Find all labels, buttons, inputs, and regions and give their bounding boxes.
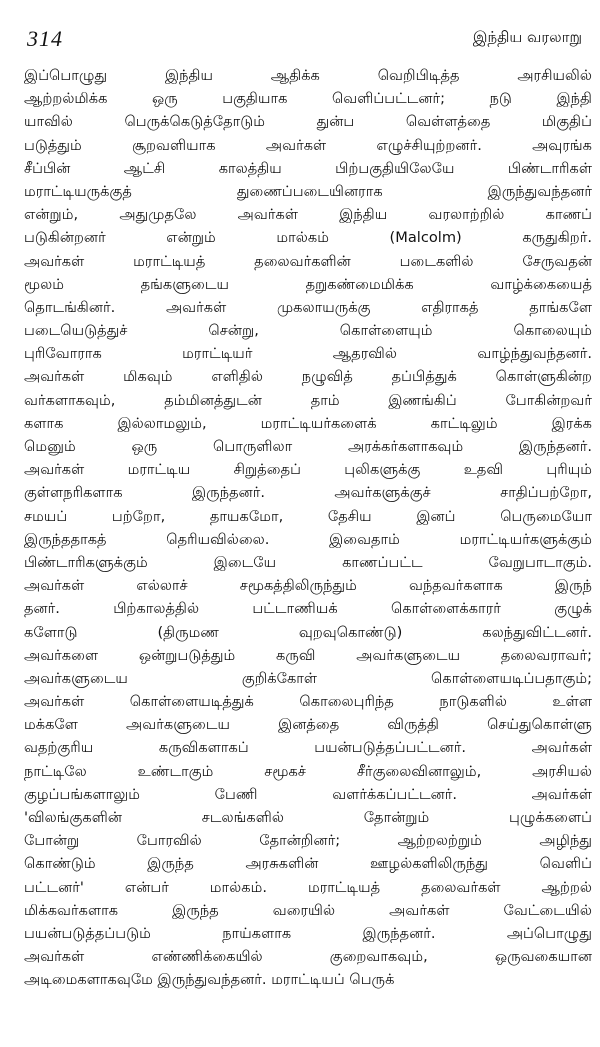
text-line: இப்பொழுது இந்திய ஆதிக்க வெறிபிடித்த அரசியலில் bbox=[24, 67, 592, 84]
page-number: 314 bbox=[27, 26, 63, 51]
text-line: போன்று போரவில் தோன்றினர்; ஆற்றலற்றும் அழிந்து bbox=[24, 832, 592, 850]
text-line: குழப்பங்களாலும் பேணி வளர்க்கப்பட்டனர். அவர்கள் bbox=[24, 785, 592, 803]
text-line: தனர். பிற்காலத்தில் பட்டாணியக் கொள்ளைக்காரர் குழுக் bbox=[24, 600, 592, 618]
text-line: களாக இல்லாமலும், மராட்டியர்களைக் காட்டிலும் இரக்க bbox=[24, 414, 592, 432]
text-line: கொண்டும் இருந்த அரசுகளின் ஊழல்களிலிருந்து வெளிப் bbox=[24, 855, 592, 873]
text-line: அடிமைகளாகவுமே இருந்துவந்தனர். மராட்டியப் பெருக் bbox=[24, 971, 395, 989]
text-line: வதற்குரிய கருவிகளாகப் பயன்படுத்தப்பட்டனர். அவர்கள் bbox=[24, 739, 592, 757]
text-line: மராட்டியருக்குத் துணைப்படையினராக இருந்துவந்தனர் bbox=[24, 182, 592, 200]
text-line: அவர்கள் மராட்டியத் தலைவர்களின் படைகளில் சேருவதன் bbox=[24, 252, 592, 270]
text-line: சீப்பின் ஆட்சி காலத்திய பிற்பகுதியிலேயே பிண்டாரிகள் bbox=[24, 159, 592, 177]
text-line: மக்களே அவர்களுடைய இனத்தை விருத்தி செய்துகொள்ளு bbox=[24, 716, 592, 734]
text-line: வர்களாகவும், தம்மினத்துடன் தாம் இணங்கிப் போகின்றவர் bbox=[24, 391, 592, 409]
text-line: என்றும், அதுமுதலே அவர்கள் இந்திய வரலாற்றில் காணப் bbox=[24, 206, 592, 224]
text-line: அவர்களுடைய குறிக்கோள் கொள்ளையடிப்பதாகும்; bbox=[24, 669, 592, 687]
text-line: குள்ளநரிகளாக இருந்தனர். அவர்களுக்குச் சாதிப்பற்றோ, bbox=[24, 484, 592, 502]
text-line: களோடு (திருமண வுறவுகொண்டு) கலந்துவிட்டனர். bbox=[24, 623, 592, 641]
text-line: அவர்கள் மராட்டிய சிறுத்தைப் புலிகளுக்கு உதவி புரியும் bbox=[24, 461, 592, 479]
text-line: பயன்படுத்தப்படும் நாய்களாக இருந்தனர். அப்பொழுது bbox=[24, 924, 592, 942]
text-line: அவர்களை ஒன்றுபடுத்தும் கருவி அவர்களுடைய தலைவராவர்; bbox=[24, 646, 592, 664]
text-line: 'விலங்குகளின் சடலங்களில் தோன்றும் புழுக்களைப் bbox=[24, 809, 592, 826]
text-line: இருந்ததாகத் தெரியவில்லை. இவைதாம் மராட்டியர்களுக்கும் bbox=[24, 530, 592, 548]
text-line: அவர்கள் எல்லாச் சமூகத்திலிருந்தும் வந்தவர்களாக இருந் bbox=[24, 577, 592, 595]
text-line: படுகின்றனர் என்றும் மால்கம் (Malcolm) கருதுகிறர். bbox=[24, 229, 592, 247]
text-line: பட்டனர்' என்பர் மால்கம். மராட்டியத் தலைவர்கள் ஆற்றல் bbox=[24, 878, 592, 896]
text-line: தொடங்கினர். அவர்கள் முகலாயருக்கு எதிராகத் தாங்களே bbox=[24, 298, 592, 316]
text-line: புரிவோராக மராட்டியர் ஆதரவில் வாழ்ந்துவந்தனர். bbox=[24, 345, 592, 363]
text-line: படையெடுத்துச் சென்று, கொள்ளையும் கொலையும் bbox=[24, 322, 592, 340]
text-line: படுத்தும் சூறவளியாக அவர்கள் எழுச்சியுற்றனர். அவுரங்க bbox=[24, 136, 592, 154]
running-head: இந்திய வரலாறு bbox=[472, 28, 582, 46]
text-line: மிக்கவர்களாக இருந்த வரையில் அவர்கள் வேட்டையில் bbox=[24, 901, 592, 919]
body-text bbox=[24, 64, 592, 992]
text-line: பிண்டாரிகளுக்கும் இடையே காணப்பட்ட வேறுபாடாகும். bbox=[24, 553, 592, 571]
text-line: அவர்கள் கொள்ளையடித்துக் கொலைபுரிந்த நாடுகளில் உள்ள bbox=[24, 693, 592, 711]
text-line: சமயப் பற்றோ, தாயகமோ, தேசிய இனப் பெருமையோ bbox=[24, 507, 592, 525]
text-line: நாட்டிலே உண்டாகும் சமூகச் சீர்குலைவினாலும், அரசியல் bbox=[24, 762, 592, 780]
text-line: அவர்கள் மிகவும் எளிதில் நழுவித் தப்பித்துக் கொள்ளுகின்ற bbox=[24, 368, 592, 386]
text-line: யாவில் பெருக்கெடுத்தோடும் துன்ப வெள்ளத்தை மிகுதிப் bbox=[24, 113, 592, 131]
text-line: மெனும் ஒரு பொருளிலா அரக்கர்களாகவும் இருந்தனர். bbox=[24, 438, 592, 455]
text-line: ஆற்றல்மிக்க ஒரு பகுதியாக வெளிப்பட்டனர்; நடு இந்தி bbox=[24, 90, 592, 108]
text-line: அவர்கள் எண்ணிக்கையில் குறைவாகவும், ஒருவகையான bbox=[24, 948, 592, 966]
text-line: மூலம் தங்களுடைய தறுகண்மைமிக்க வாழ்க்கையைத் bbox=[24, 275, 592, 293]
